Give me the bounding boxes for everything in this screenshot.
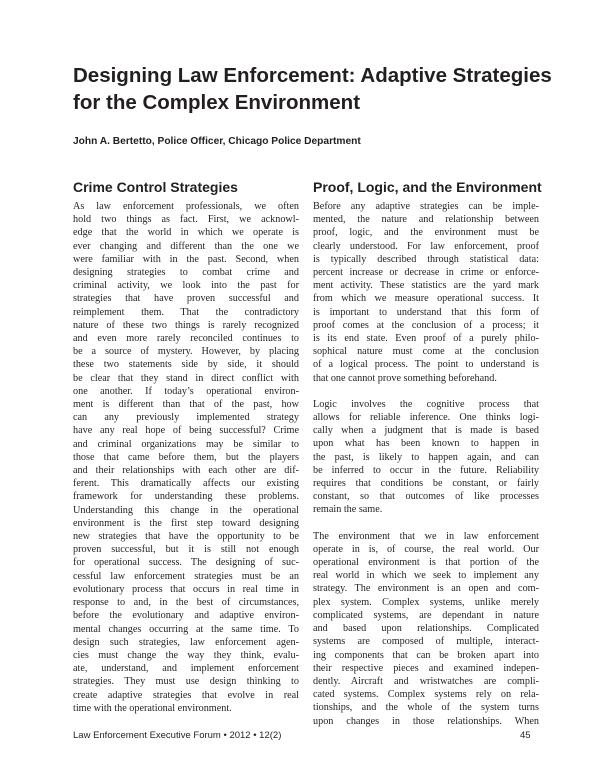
text-line: As law enforcement professionals, we often (73, 201, 299, 212)
text-line: can any previously implemented strategy (73, 412, 299, 424)
text-line: tionships, and the whole of the system turns (313, 702, 539, 714)
text-line: systems are composed of multiple, interact- (313, 636, 539, 648)
right-column (313, 178, 542, 728)
text-line: cessful law enforcement strategies must be an (73, 570, 299, 582)
text-line: and even more rarely reconciled continues to (73, 333, 299, 345)
text-line: Logic involves the cognitive process that (313, 398, 539, 410)
text-line: the past, is likely to happen again, and can (313, 451, 539, 463)
text-line: clearly understood. For law enforcement, proof (313, 240, 539, 252)
text-line: hold two things as fact. First, we acknowl- (73, 214, 299, 226)
text-line: upon what has been known to happen in (313, 438, 539, 450)
text-line: criminal activity, we look into the past for (73, 280, 299, 292)
text-line: sophical nature must come at the conclusion (313, 346, 539, 358)
text-line: upon changes in those relationships. When (313, 715, 539, 727)
text-line: be clear that they stand in direct conflict with (73, 372, 299, 384)
text-line: those that came before them, but the players (73, 451, 299, 463)
text-line: proven successful, but it is still not enough (73, 544, 299, 556)
text-line: mental changes occurring at the same time. To (73, 623, 299, 635)
text-line: of a logical process. The point to understand is (313, 359, 539, 371)
text-line: strategies that have proven successful and (73, 293, 299, 305)
text-line: time with the operational environment. (73, 702, 232, 714)
text-line: Understanding this change in the operational (73, 504, 299, 516)
section-heading-proof-logic: Proof, Logic, and the Environment (313, 179, 542, 195)
text-line: cated systems. Complex systems rely on rela- (313, 689, 539, 701)
text-line: percent increase or decrease in crime or enforce- (313, 267, 539, 279)
text-line: that one cannot prove something beforehand. (313, 372, 497, 384)
text-line: plex system. Complex systems, unlike merely (313, 596, 539, 608)
text-line: these two statements side by side, it should (73, 359, 299, 371)
text-line: cies must change the way they think, evalu- (73, 649, 299, 661)
paragraph (313, 398, 539, 517)
text-line: evolutionary process that occurs in real time in (73, 583, 299, 595)
text-line: remain the same. (313, 504, 383, 516)
section-heading-crime-control: Crime Control Strategies (73, 179, 238, 195)
text-line: were familiar with in the past. Second, when (73, 253, 299, 265)
text-line: is typically described through statistical data: (313, 253, 539, 265)
footer-journal: Law Enforcement Executive Forum • 2012 • 12(2) (73, 730, 282, 741)
text-line: have any real hope of being successful? Crime (73, 425, 299, 437)
text-line: is important to understand that this form of (313, 306, 539, 318)
text-line: complicated systems, are dependant in nature (313, 609, 539, 621)
text-line: ferent. This dramatically affects our existing (73, 478, 299, 490)
text-line: dently. Aircraft and wristwatches are compli- (313, 675, 539, 687)
text-line: response to and, in the best of circumstances, (73, 597, 299, 609)
text-line: reimplement them. That the contradictory (73, 306, 299, 318)
text-line: operational environment is that portion of the (313, 557, 539, 569)
text-line: and based upon relationships. Complicated (313, 623, 539, 635)
text-line: from which we measure operational success. It (313, 293, 539, 305)
text-line: strategies. They must use design thinking to (73, 676, 299, 688)
text-line: and their relationships with each other are dif- (73, 465, 299, 477)
paragraph (313, 530, 539, 728)
text-line: constant, so that outcomes of like processes (313, 491, 539, 503)
paragraph (73, 200, 299, 715)
text-line: ment activity. These statistics are the yard mark (313, 280, 539, 292)
text-line: is its end state. Even proof of a purely philo- (313, 333, 539, 345)
footer-page-number: 45 (520, 730, 531, 741)
left-column (73, 178, 299, 715)
text-line: for operational success. The designing of suc- (73, 557, 299, 569)
text-line: create adaptive strategies that evolve in real (73, 689, 299, 701)
text-line: designing strategies to combat crime and (73, 267, 299, 279)
text-line: one another. If today’s operational environ- (73, 385, 299, 397)
text-line: be a source of mystery. However, by placing (73, 346, 299, 358)
text-line: design such strategies, law enforcement agen- (73, 636, 299, 648)
text-line: cally when a judgment that is made is based (313, 425, 539, 437)
author-byline: John A. Bertetto, Police Officer, Chicago Police Department (73, 136, 361, 147)
text-line: operate in is, of course, the real world. Our (313, 543, 539, 555)
text-line: mented, the nature and relationship between (313, 214, 539, 226)
text-line: their respective pieces and examined indepen- (313, 662, 539, 674)
text-line: ing components that can be broken apart into (313, 649, 539, 661)
text-line: real world in which we seek to implement any (313, 570, 539, 582)
text-line: requires that conditions be constant, or fairly (313, 478, 539, 490)
text-line: ment is different than that of the past, how (73, 399, 299, 411)
text-line: be inferred to occur in the future. Reliability (313, 464, 539, 476)
text-line: nature of these two things is rarely recognized (73, 319, 299, 331)
text-line: new strategies that have the opportunity to be (73, 531, 299, 543)
text-line: proof comes at the conclusion of a process; it (313, 319, 539, 331)
text-line: strategy. The environment is an open and com- (313, 583, 539, 595)
text-line: ever changing and different than the one we (73, 240, 299, 252)
text-line: environment is the first step toward designing (73, 517, 299, 529)
title-line: Designing Law Enforcement: Adaptive Strategies (73, 64, 552, 87)
text-line: and criminal organizations may be similar to (73, 438, 299, 450)
paragraph (313, 200, 539, 385)
text-line: edge that the world in which we operate is (73, 227, 299, 239)
article-title (73, 62, 552, 116)
title-line: for the Complex Environment (73, 91, 361, 114)
text-line: proof, logic, and the environment must be (313, 227, 539, 239)
text-line: The environment that we in law enforcement (313, 530, 539, 542)
text-line: Before any adaptive strategies can be imple- (313, 201, 539, 212)
text-line: framework for understanding these problems. (73, 491, 299, 503)
text-line: allows for reliable inference. One thinks logi- (313, 412, 539, 424)
text-line: ate, understand, and implement enforcement (73, 663, 299, 675)
text-line: before the evolutionary and adaptive environ- (73, 610, 299, 622)
